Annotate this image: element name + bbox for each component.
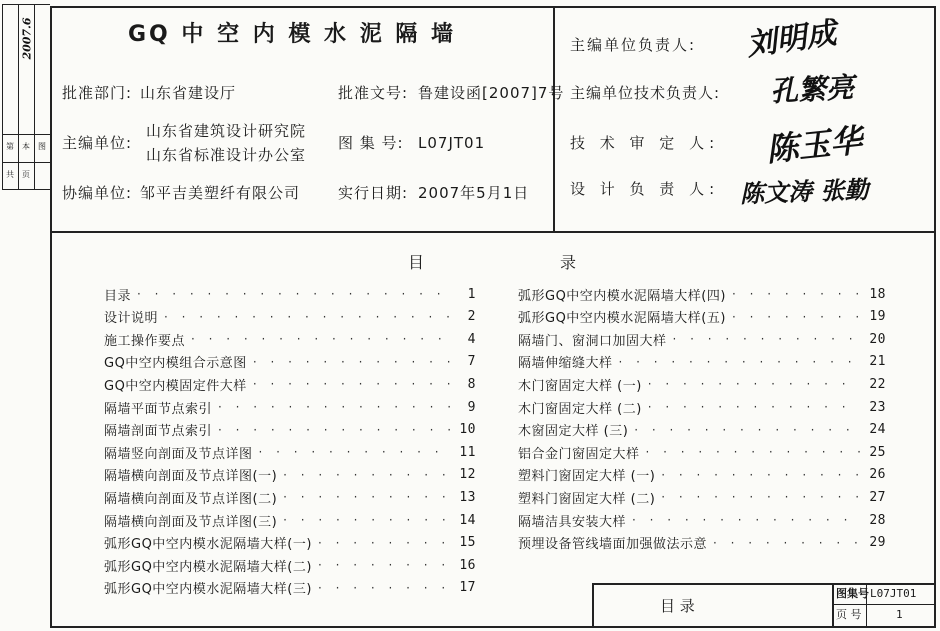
toc-entry-title: 木窗固定大样 (三) xyxy=(518,424,629,440)
toc-leader-dots xyxy=(283,468,450,482)
toc-entry-title: 弧形GQ中空内模水泥隔墙大样(一) xyxy=(104,537,312,553)
toc-entry-page: 28 xyxy=(869,512,886,528)
approval-doc-label: 批准文号: xyxy=(338,84,409,102)
toc-entry-page: 22 xyxy=(869,376,886,392)
toc-entry xyxy=(104,420,476,440)
atlas-value: L07JT01 xyxy=(870,587,917,600)
toc-entry xyxy=(518,374,886,394)
toc-entry-title: 隔墙伸缩缝大样 xyxy=(518,356,613,372)
toc-entry xyxy=(518,465,886,485)
toc-entry-title: 弧形GQ中空内模水泥隔墙大样(三) xyxy=(104,582,312,598)
toc-entry-page: 10 xyxy=(459,422,476,438)
toc-entry-title: 施工操作要点 xyxy=(104,333,186,349)
toc-entry-title: 隔墙横向剖面及节点详图(二) xyxy=(104,491,278,507)
toc-entry xyxy=(104,578,476,598)
frame-top xyxy=(50,6,936,8)
toc-entry xyxy=(518,442,886,462)
chief-unit-value-2: 山东省标准设计办公室 xyxy=(146,146,307,164)
toc-heading-right: 录 xyxy=(560,253,578,272)
signature: 陈玉华 xyxy=(764,121,864,169)
toc-entry xyxy=(518,510,886,530)
toc-leader-dots xyxy=(619,355,860,369)
toc-leader-dots xyxy=(191,332,450,346)
toc-entry xyxy=(104,555,476,575)
toc-leader-dots xyxy=(661,468,860,482)
toc-entry-page: 25 xyxy=(869,444,886,460)
toc-leader-dots xyxy=(218,423,450,437)
stamp-handwriting: 2007.6 xyxy=(20,17,34,60)
page-label: 页 号 xyxy=(836,608,862,621)
toc-entry-page: 1 xyxy=(467,286,476,302)
toc-entry-page: 24 xyxy=(869,422,886,438)
page-value: 1 xyxy=(896,608,903,621)
toc-entry xyxy=(104,465,476,485)
atlas-label: 图集号 xyxy=(836,587,869,600)
toc-entry-page: 11 xyxy=(459,444,476,460)
co-unit-value: 邹平吉美塑纤有限公司 xyxy=(140,184,301,202)
co-unit-label: 协编单位: xyxy=(62,184,133,202)
toc-leader-dots xyxy=(634,423,860,437)
toc-entry-page: 29 xyxy=(869,535,886,551)
sheet-title: 目 录 xyxy=(660,597,695,615)
toc-entry xyxy=(518,420,886,440)
toc-leader-dots xyxy=(648,400,860,414)
frame-right xyxy=(934,6,936,628)
toc-entry-page: 9 xyxy=(467,399,476,415)
stamp-cell: 页 xyxy=(22,170,30,179)
toc-entry-page: 23 xyxy=(869,399,886,415)
toc-leader-dots xyxy=(253,377,450,391)
toc-entry-title: 弧形GQ中空内模水泥隔墙大样(五) xyxy=(518,311,726,327)
toc-entry-page: 4 xyxy=(467,331,476,347)
toc-entry-page: 26 xyxy=(869,467,886,483)
chief-unit-label: 主编单位: xyxy=(62,134,133,152)
toc-entry-title: 隔墙平面节点索引 xyxy=(104,401,213,417)
toc-entry-page: 15 xyxy=(459,535,476,551)
toc-entry-page: 12 xyxy=(459,467,476,483)
toc-leader-dots xyxy=(673,332,860,346)
toc-entry-title: 弧形GQ中空内模水泥隔墙大样(四) xyxy=(518,288,726,304)
toc-entry-title: 隔墙横向剖面及节点详图(一) xyxy=(104,469,278,485)
toc-leader-dots xyxy=(661,490,860,504)
frame-bottom xyxy=(50,626,936,628)
titleblock-mid xyxy=(832,583,834,627)
stamp-cell: 图 xyxy=(38,142,46,151)
toc-entry xyxy=(104,329,476,349)
toc-entry xyxy=(518,533,886,553)
toc-heading-left: 目 xyxy=(408,253,426,272)
toc-entry xyxy=(518,352,886,372)
toc-entry-page: 14 xyxy=(459,512,476,528)
toc-entry-page: 8 xyxy=(467,376,476,392)
toc-leader-dots xyxy=(318,558,450,572)
page-title: GQ 中 空 内 模 水 泥 隔 墙 xyxy=(128,22,457,47)
toc-leader-dots xyxy=(283,513,450,527)
impl-date-label: 实行日期: xyxy=(338,184,409,202)
toc-entry-page: 13 xyxy=(459,489,476,505)
toc-leader-dots xyxy=(318,536,450,550)
frame-left xyxy=(50,6,52,628)
toc-entry xyxy=(518,307,886,327)
toc-entry xyxy=(104,442,476,462)
toc-leader-dots xyxy=(137,287,450,301)
toc-entry-title: 隔墙门、窗洞口加固大样 xyxy=(518,333,667,349)
titleblock-row xyxy=(832,604,936,605)
toc-entry-title: 目录 xyxy=(104,288,132,304)
approving-dept-value: 山东省建设厅 xyxy=(140,84,237,102)
toc-entry-title: 铝合金门窗固定大样 xyxy=(518,446,640,462)
toc-leader-dots xyxy=(318,581,450,595)
approval-doc-value: 鲁建设函[2007]7号 xyxy=(418,84,565,102)
toc-entry-page: 17 xyxy=(459,580,476,596)
toc-leader-dots xyxy=(218,400,450,414)
toc-leader-dots xyxy=(648,377,860,391)
toc-leader-dots xyxy=(732,310,860,324)
toc-entry xyxy=(104,397,476,417)
toc-entry-page: 16 xyxy=(459,557,476,573)
toc-entry-title: 塑料门窗固定大样 (二) xyxy=(518,491,656,507)
toc-entry xyxy=(104,374,476,394)
toc-leader-dots xyxy=(646,445,860,459)
toc-entry-page: 2 xyxy=(467,309,476,325)
toc-entry xyxy=(518,487,886,507)
toc-leader-dots xyxy=(164,310,450,324)
titleblock-top xyxy=(592,583,936,585)
toc-entry-title: 预埋设备管线墙面加强做法示意 xyxy=(518,537,708,553)
toc-entry-page: 7 xyxy=(467,354,476,370)
toc-leader-dots xyxy=(259,445,450,459)
toc-entry xyxy=(518,397,886,417)
toc-entry-title: 塑料门窗固定大样 (一) xyxy=(518,469,656,485)
stamp-cell: 共 xyxy=(6,170,14,179)
stamp-cell: 第 xyxy=(6,142,14,151)
resp-chief-unit-label: 主编单位负责人: xyxy=(570,36,697,54)
chief-unit-value-1: 山东省建筑设计研究院 xyxy=(146,122,307,140)
toc-entry-title: 木门窗固定大样 (二) xyxy=(518,401,642,417)
toc-leader-dots xyxy=(632,513,860,527)
approving-dept-label: 批准部门: xyxy=(62,84,133,102)
toc-entry-title: GQ中空内模组合示意图 xyxy=(104,356,247,372)
toc-entry xyxy=(104,284,476,304)
toc-entry-title: GQ中空内模固定件大样 xyxy=(104,378,247,394)
toc-leader-dots xyxy=(253,355,450,369)
atlas-no-value: L07JT01 xyxy=(418,134,486,152)
toc-entry-title: 设计说明 xyxy=(104,311,159,327)
toc-entry xyxy=(104,510,476,530)
toc-entry-title: 木门窗固定大样 (一) xyxy=(518,378,642,394)
toc-entry-title: 隔墙剖面节点索引 xyxy=(104,424,213,440)
toc-entry xyxy=(104,352,476,372)
toc-entry-page: 18 xyxy=(869,286,886,302)
side-stamp xyxy=(2,4,50,190)
toc-leader-dots xyxy=(713,536,860,550)
toc-leader-dots xyxy=(283,490,450,504)
resp-tech-label: 主编单位技术负责人: xyxy=(570,84,721,102)
signature: 孔繁亮 xyxy=(769,70,855,109)
toc-entry-page: 27 xyxy=(869,489,886,505)
signature: 陈文涛 张勤 xyxy=(739,174,869,209)
header-divider xyxy=(553,6,555,232)
toc-entry-page: 19 xyxy=(869,309,886,325)
toc-leader-dots xyxy=(732,287,860,301)
impl-date-value: 2007年5月1日 xyxy=(418,184,530,202)
toc-entry-title: 隔墙洁具安装大样 xyxy=(518,514,627,530)
signature: 刘明成 xyxy=(744,15,839,64)
toc-entry-title: 隔墙横向剖面及节点详图(三) xyxy=(104,514,278,530)
toc-entry xyxy=(104,307,476,327)
toc-entry xyxy=(518,284,886,304)
toc-entry-page: 20 xyxy=(869,331,886,347)
toc-entry xyxy=(104,487,476,507)
header-bottom-rule xyxy=(50,231,936,233)
toc-entry-page: 21 xyxy=(869,354,886,370)
resp-design-label: 设 计 负 责 人: xyxy=(570,180,720,198)
toc-entry-title: 隔墙竖向剖面及节点详图 xyxy=(104,446,253,462)
toc-entry xyxy=(104,533,476,553)
titleblock-left xyxy=(592,583,594,627)
toc-entry xyxy=(518,329,886,349)
atlas-no-label: 图 集 号: xyxy=(338,134,404,152)
toc-entry-title: 弧形GQ中空内模水泥隔墙大样(二) xyxy=(104,559,312,575)
stamp-cell: 本 xyxy=(22,142,30,151)
resp-review-label: 技 术 审 定 人: xyxy=(570,134,720,152)
